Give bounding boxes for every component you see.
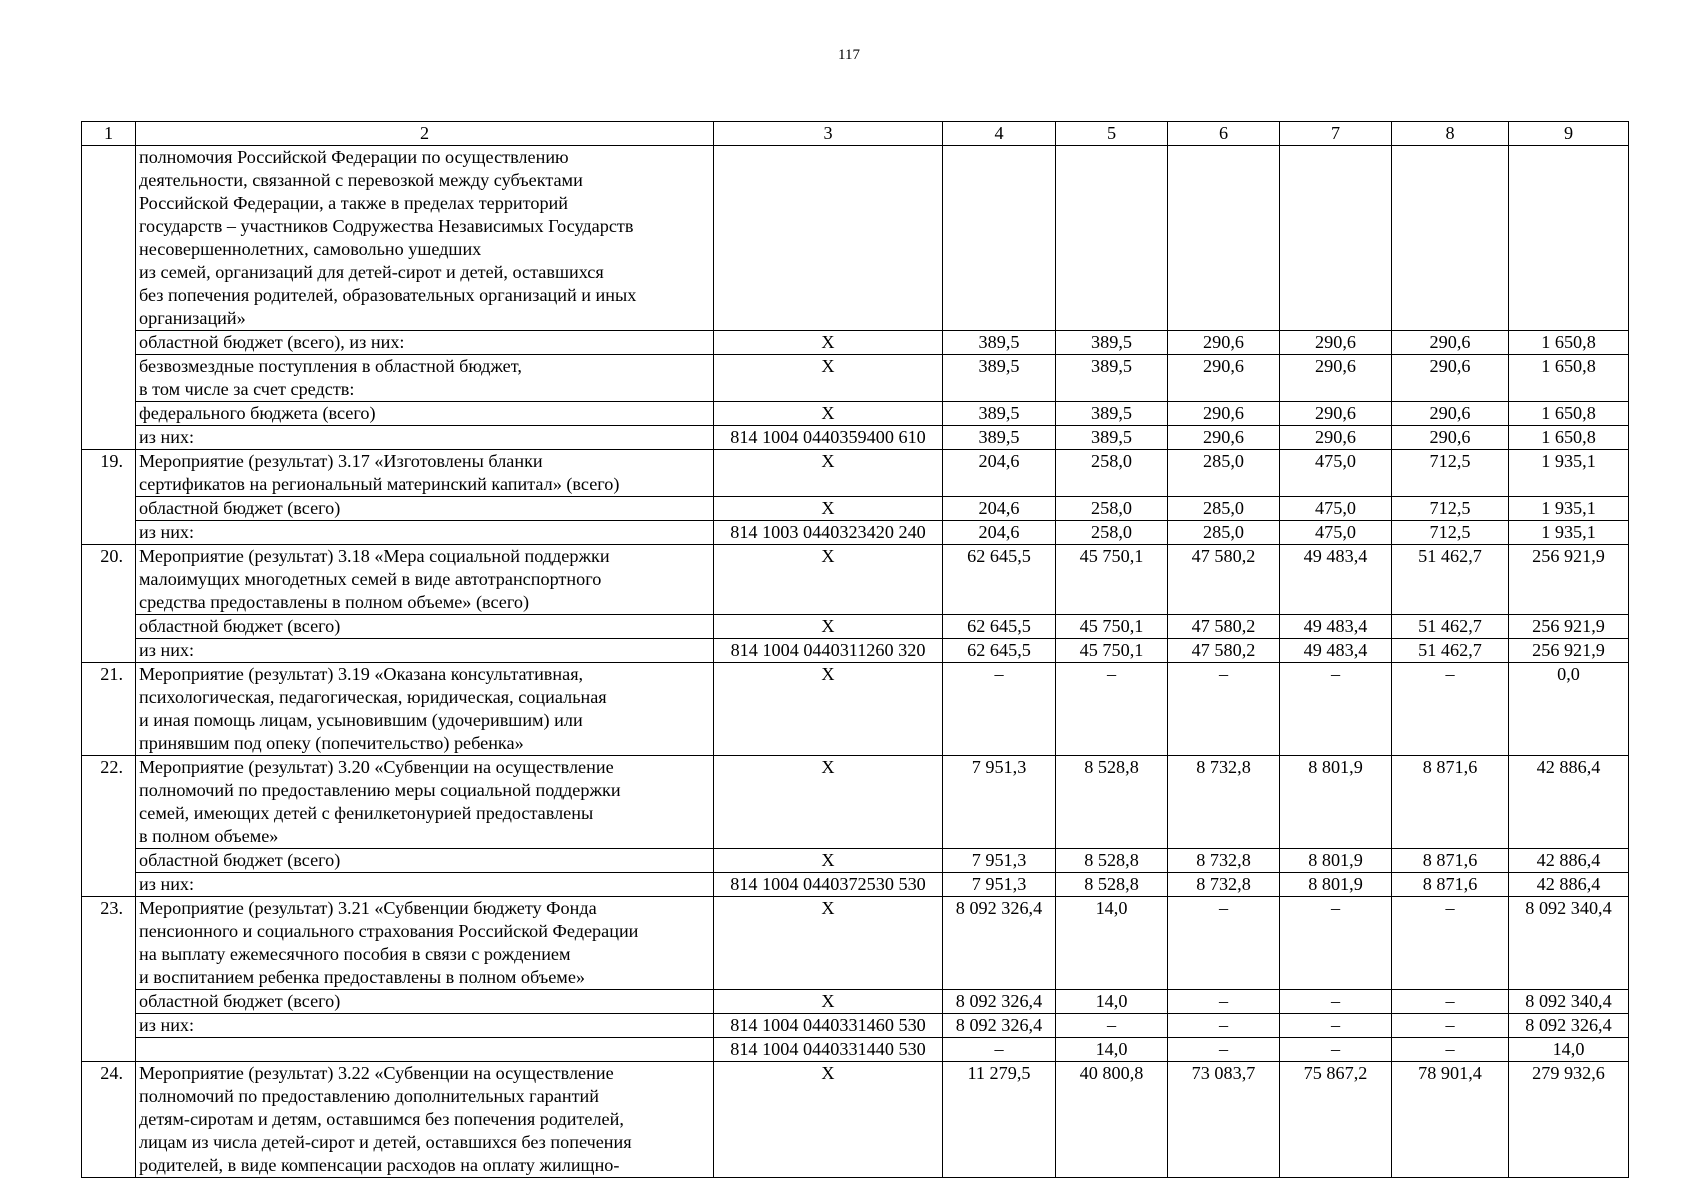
- description-cell: [136, 849, 714, 873]
- table-row: [82, 1014, 1629, 1038]
- amount-cell: 290,6: [1280, 331, 1392, 355]
- description-line: Мероприятие (результат) 3.21 «Субвенции бюджету Фонда: [139, 898, 597, 918]
- amount-cell: –: [1280, 1014, 1392, 1038]
- description-line: несовершеннолетних, самовольно ушедших: [139, 239, 482, 259]
- amount-cell: [1280, 146, 1392, 331]
- amount-cell: 8 092 340,4: [1509, 990, 1629, 1014]
- amount-cell: 712,5: [1392, 521, 1509, 545]
- amount-cell: 14,0: [1056, 897, 1168, 990]
- description-line: принявшим под опеку (попечительство) ребенка»: [139, 733, 524, 753]
- description-cell: [136, 545, 714, 615]
- description-line: средства предоставлены в полном объеме» (всего): [139, 592, 529, 612]
- budget-code-cell: Х: [714, 897, 943, 990]
- amount-cell: 14,0: [1056, 1038, 1168, 1062]
- amount-cell: –: [1280, 1038, 1392, 1062]
- amount-cell: 78 901,4: [1392, 1062, 1509, 1178]
- description-line: Российской Федерации, а также в пределах территорий: [139, 193, 569, 213]
- amount-cell: 49 483,4: [1280, 615, 1392, 639]
- amount-cell: –: [943, 1038, 1056, 1062]
- amount-cell: 389,5: [1056, 331, 1168, 355]
- budget-code-cell: 814 1004 0440331460 530: [714, 1014, 943, 1038]
- amount-cell: 8 092 326,4: [943, 1014, 1056, 1038]
- amount-cell: –: [1392, 663, 1509, 756]
- column-header: 8: [1392, 122, 1509, 146]
- amount-cell: 8 801,9: [1280, 873, 1392, 897]
- amount-cell: –: [1280, 897, 1392, 990]
- budget-code-cell: Х: [714, 450, 943, 497]
- amount-cell: 1 935,1: [1509, 450, 1629, 497]
- table-row: [82, 897, 1629, 990]
- amount-cell: 7 951,3: [943, 873, 1056, 897]
- description-cell: [136, 146, 714, 331]
- row-number-cell: [82, 146, 136, 450]
- amount-cell: 8 801,9: [1280, 849, 1392, 873]
- row-number-cell: 21.: [82, 663, 136, 756]
- description-line: областной бюджет (всего): [139, 991, 341, 1011]
- amount-cell: 290,6: [1168, 331, 1280, 355]
- amount-cell: [1056, 146, 1168, 331]
- description-line: из них:: [139, 1015, 195, 1035]
- description-line: Мероприятие (результат) 3.18 «Мера социальной поддержки: [139, 546, 610, 566]
- amount-cell: 290,6: [1392, 402, 1509, 426]
- amount-cell: 290,6: [1280, 426, 1392, 450]
- budget-code-cell: Х: [714, 331, 943, 355]
- amount-cell: 8 092 326,4: [943, 897, 1056, 990]
- amount-cell: 1 935,1: [1509, 521, 1629, 545]
- amount-cell: –: [1392, 990, 1509, 1014]
- amount-cell: 1 935,1: [1509, 497, 1629, 521]
- budget-code-cell: Х: [714, 402, 943, 426]
- budget-code-cell: [714, 146, 943, 331]
- description-line: полномочий по предоставлению дополнительных гарантий: [139, 1086, 599, 1106]
- column-number-row: [82, 122, 1629, 146]
- amount-cell: 285,0: [1168, 450, 1280, 497]
- column-header: 3: [714, 122, 943, 146]
- amount-cell: 49 483,4: [1280, 545, 1392, 615]
- amount-cell: 51 462,7: [1392, 545, 1509, 615]
- description-line: детям-сиротам и детям, оставшимся без попечения родителей,: [139, 1109, 624, 1129]
- amount-cell: 14,0: [1509, 1038, 1629, 1062]
- column-header: 7: [1280, 122, 1392, 146]
- budget-code-cell: Х: [714, 1062, 943, 1178]
- table-row: [82, 521, 1629, 545]
- description-line: областной бюджет (всего): [139, 616, 341, 636]
- table-row: [82, 331, 1629, 355]
- budget-code-cell: 814 1004 0440331440 530: [714, 1038, 943, 1062]
- table-row: [82, 1062, 1629, 1178]
- amount-cell: [1392, 146, 1509, 331]
- amount-cell: 51 462,7: [1392, 615, 1509, 639]
- amount-cell: 256 921,9: [1509, 639, 1629, 663]
- description-line: сертификатов на региональный материнский капитал» (всего): [139, 474, 620, 494]
- column-header: 4: [943, 122, 1056, 146]
- amount-cell: 7 951,3: [943, 756, 1056, 849]
- amount-cell: 8 528,8: [1056, 873, 1168, 897]
- amount-cell: 51 462,7: [1392, 639, 1509, 663]
- description-line: в полном объеме»: [139, 826, 279, 846]
- description-line: Мероприятие (результат) 3.19 «Оказана консультативная,: [139, 664, 584, 684]
- amount-cell: 204,6: [943, 497, 1056, 521]
- amount-cell: 258,0: [1056, 450, 1168, 497]
- table-row: [82, 1038, 1629, 1062]
- description-cell: [136, 331, 714, 355]
- row-number-cell: 22.: [82, 756, 136, 897]
- amount-cell: 204,6: [943, 450, 1056, 497]
- amount-cell: 712,5: [1392, 450, 1509, 497]
- amount-cell: 73 083,7: [1168, 1062, 1280, 1178]
- description-line: без попечения родителей, образовательных организаций и иных: [139, 285, 637, 305]
- amount-cell: –: [1168, 897, 1280, 990]
- amount-cell: –: [1392, 897, 1509, 990]
- amount-cell: 47 580,2: [1168, 639, 1280, 663]
- description-line: из них:: [139, 427, 195, 447]
- amount-cell: 389,5: [943, 355, 1056, 402]
- description-cell: [136, 1038, 714, 1062]
- description-line: лицам из числа детей-сирот и детей, оставшихся без попечения: [139, 1132, 632, 1152]
- amount-cell: 1 650,8: [1509, 402, 1629, 426]
- amount-cell: 75 867,2: [1280, 1062, 1392, 1178]
- amount-cell: 47 580,2: [1168, 545, 1280, 615]
- description-cell: [136, 426, 714, 450]
- amount-cell: 475,0: [1280, 497, 1392, 521]
- column-header: 6: [1168, 122, 1280, 146]
- amount-cell: 290,6: [1392, 331, 1509, 355]
- amount-cell: 40 800,8: [1056, 1062, 1168, 1178]
- description-line: на выплату ежемесячного пособия в связи с рождением: [139, 944, 571, 964]
- description-line: областной бюджет (всего), из них:: [139, 332, 405, 352]
- table-row: [82, 497, 1629, 521]
- amount-cell: 62 645,5: [943, 639, 1056, 663]
- table-row: [82, 849, 1629, 873]
- amount-cell: 1 650,8: [1509, 355, 1629, 402]
- column-header: 2: [136, 122, 714, 146]
- amount-cell: 8 528,8: [1056, 756, 1168, 849]
- amount-cell: –: [1168, 990, 1280, 1014]
- table-row: [82, 402, 1629, 426]
- description-line: малоимущих многодетных семей в виде автотранспортного: [139, 569, 602, 589]
- table-row: [82, 639, 1629, 663]
- description-cell: [136, 639, 714, 663]
- table-row: [82, 450, 1629, 497]
- table-row: [82, 355, 1629, 402]
- amount-cell: 47 580,2: [1168, 615, 1280, 639]
- description-cell: [136, 756, 714, 849]
- description-cell: [136, 990, 714, 1014]
- amount-cell: [1509, 146, 1629, 331]
- amount-cell: 204,6: [943, 521, 1056, 545]
- description-line: государств – участников Содружества Независимых Государств: [139, 216, 634, 236]
- amount-cell: 290,6: [1168, 355, 1280, 402]
- amount-cell: 256 921,9: [1509, 615, 1629, 639]
- budget-code-cell: Х: [714, 497, 943, 521]
- amount-cell: 49 483,4: [1280, 639, 1392, 663]
- description-cell: [136, 873, 714, 897]
- description-cell: [136, 663, 714, 756]
- amount-cell: 62 645,5: [943, 615, 1056, 639]
- row-number-cell: 19.: [82, 450, 136, 545]
- description-cell: [136, 450, 714, 497]
- description-line: [139, 1038, 710, 1061]
- amount-cell: 712,5: [1392, 497, 1509, 521]
- amount-cell: 8 871,6: [1392, 756, 1509, 849]
- amount-cell: 258,0: [1056, 521, 1168, 545]
- amount-cell: 8 092 326,4: [943, 990, 1056, 1014]
- description-line: Мероприятие (результат) 3.20 «Субвенции на осуществление: [139, 757, 614, 777]
- description-line: психологическая, педагогическая, юридическая, социальная: [139, 687, 607, 707]
- amount-cell: 8 732,8: [1168, 756, 1280, 849]
- amount-cell: 389,5: [1056, 426, 1168, 450]
- amount-cell: 389,5: [943, 331, 1056, 355]
- description-line: из них:: [139, 874, 195, 894]
- description-cell: [136, 521, 714, 545]
- amount-cell: –: [1280, 663, 1392, 756]
- amount-cell: 8 801,9: [1280, 756, 1392, 849]
- column-header: 1: [82, 122, 136, 146]
- description-line: Мероприятие (результат) 3.17 «Изготовлены бланки: [139, 451, 543, 471]
- amount-cell: 8 092 340,4: [1509, 897, 1629, 990]
- amount-cell: 290,6: [1280, 355, 1392, 402]
- amount-cell: 8 528,8: [1056, 849, 1168, 873]
- amount-cell: 475,0: [1280, 450, 1392, 497]
- budget-code-cell: 814 1003 0440323420 240: [714, 521, 943, 545]
- budget-code-cell: 814 1004 0440359400 610: [714, 426, 943, 450]
- table-row: [82, 873, 1629, 897]
- amount-cell: 290,6: [1168, 402, 1280, 426]
- description-line: родителей, в виде компенсации расходов на оплату жилищно-: [139, 1155, 620, 1175]
- budget-code-cell: Х: [714, 990, 943, 1014]
- amount-cell: 0,0: [1509, 663, 1629, 756]
- amount-cell: 8 871,6: [1392, 873, 1509, 897]
- budget-code-cell: Х: [714, 663, 943, 756]
- amount-cell: 14,0: [1056, 990, 1168, 1014]
- description-cell: [136, 1014, 714, 1038]
- amount-cell: 389,5: [1056, 402, 1168, 426]
- amount-cell: 389,5: [1056, 355, 1168, 402]
- amount-cell: 42 886,4: [1509, 756, 1629, 849]
- description-cell: [136, 897, 714, 990]
- amount-cell: 45 750,1: [1056, 639, 1168, 663]
- row-number-cell: 23.: [82, 897, 136, 1062]
- page-number: 117: [838, 47, 860, 63]
- amount-cell: 8 732,8: [1168, 873, 1280, 897]
- amount-cell: 290,6: [1280, 402, 1392, 426]
- amount-cell: 285,0: [1168, 497, 1280, 521]
- amount-cell: –: [943, 663, 1056, 756]
- description-line: областной бюджет (всего): [139, 850, 341, 870]
- amount-cell: 7 951,3: [943, 849, 1056, 873]
- description-line: из семей, организаций для детей-сирот и детей, оставшихся: [139, 262, 604, 282]
- budget-code-cell: 814 1004 0440372530 530: [714, 873, 943, 897]
- description-cell: [136, 615, 714, 639]
- amount-cell: 389,5: [943, 402, 1056, 426]
- description-line: организаций»: [139, 308, 246, 328]
- amount-cell: 258,0: [1056, 497, 1168, 521]
- table-row: [82, 545, 1629, 615]
- column-header: 9: [1509, 122, 1629, 146]
- description-cell: [136, 355, 714, 402]
- budget-code-cell: Х: [714, 615, 943, 639]
- amount-cell: 11 279,5: [943, 1062, 1056, 1178]
- amount-cell: 45 750,1: [1056, 545, 1168, 615]
- description-line: полномочия Российской Федерации по осуществлению: [139, 147, 569, 167]
- description-cell: [136, 402, 714, 426]
- amount-cell: 1 650,8: [1509, 426, 1629, 450]
- budget-code-cell: Х: [714, 545, 943, 615]
- amount-cell: 1 650,8: [1509, 331, 1629, 355]
- amount-cell: 475,0: [1280, 521, 1392, 545]
- amount-cell: –: [1056, 663, 1168, 756]
- table-row: [82, 663, 1629, 756]
- amount-cell: 290,6: [1392, 355, 1509, 402]
- description-line: и иная помощь лицам, усыновившим (удочерившим) или: [139, 710, 583, 730]
- column-header: 5: [1056, 122, 1168, 146]
- description-line: безвозмездные поступления в областной бюджет,: [139, 356, 522, 376]
- description-line: Мероприятие (результат) 3.22 «Субвенции на осуществление: [139, 1063, 614, 1083]
- table-row: [82, 756, 1629, 849]
- description-line: семей, имеющих детей с фенилкетонурией предоставлены: [139, 803, 594, 823]
- table-row: [82, 426, 1629, 450]
- description-line: федерального бюджета (всего): [139, 403, 376, 423]
- amount-cell: 8 092 326,4: [1509, 1014, 1629, 1038]
- amount-cell: –: [1280, 990, 1392, 1014]
- amount-cell: 290,6: [1168, 426, 1280, 450]
- table-row: [82, 615, 1629, 639]
- amount-cell: [943, 146, 1056, 331]
- description-line: деятельности, связанной с перевозкой между субъектами: [139, 170, 583, 190]
- description-line: областной бюджет (всего): [139, 498, 341, 518]
- row-number-cell: 20.: [82, 545, 136, 663]
- amount-cell: –: [1056, 1014, 1168, 1038]
- amount-cell: 285,0: [1168, 521, 1280, 545]
- description-line: в том числе за счет средств:: [139, 379, 355, 399]
- amount-cell: 279 932,6: [1509, 1062, 1629, 1178]
- amount-cell: 8 732,8: [1168, 849, 1280, 873]
- amount-cell: 256 921,9: [1509, 545, 1629, 615]
- budget-code-cell: Х: [714, 849, 943, 873]
- budget-code-cell: Х: [714, 756, 943, 849]
- amount-cell: 42 886,4: [1509, 849, 1629, 873]
- row-number-cell: 24.: [82, 1062, 136, 1178]
- description-cell: [136, 1062, 714, 1178]
- amount-cell: 45 750,1: [1056, 615, 1168, 639]
- description-line: из них:: [139, 522, 195, 542]
- description-line: полномочий по предоставлению меры социальной поддержки: [139, 780, 621, 800]
- budget-code-cell: 814 1004 0440311260 320: [714, 639, 943, 663]
- table-row: [82, 146, 1629, 331]
- amount-cell: 8 871,6: [1392, 849, 1509, 873]
- amount-cell: 290,6: [1392, 426, 1509, 450]
- amount-cell: –: [1168, 663, 1280, 756]
- description-line: и воспитанием ребенка предоставлены в полном объеме»: [139, 967, 585, 987]
- amount-cell: 42 886,4: [1509, 873, 1629, 897]
- amount-cell: –: [1392, 1038, 1509, 1062]
- amount-cell: 62 645,5: [943, 545, 1056, 615]
- budget-table: [81, 121, 1629, 1178]
- description-cell: [136, 497, 714, 521]
- amount-cell: –: [1168, 1014, 1280, 1038]
- description-line: из них:: [139, 640, 195, 660]
- description-line: пенсионного и социального страхования Российской Федерации: [139, 921, 639, 941]
- amount-cell: 389,5: [943, 426, 1056, 450]
- amount-cell: –: [1392, 1014, 1509, 1038]
- budget-code-cell: Х: [714, 355, 943, 402]
- amount-cell: –: [1168, 1038, 1280, 1062]
- amount-cell: [1168, 146, 1280, 331]
- table-row: [82, 990, 1629, 1014]
